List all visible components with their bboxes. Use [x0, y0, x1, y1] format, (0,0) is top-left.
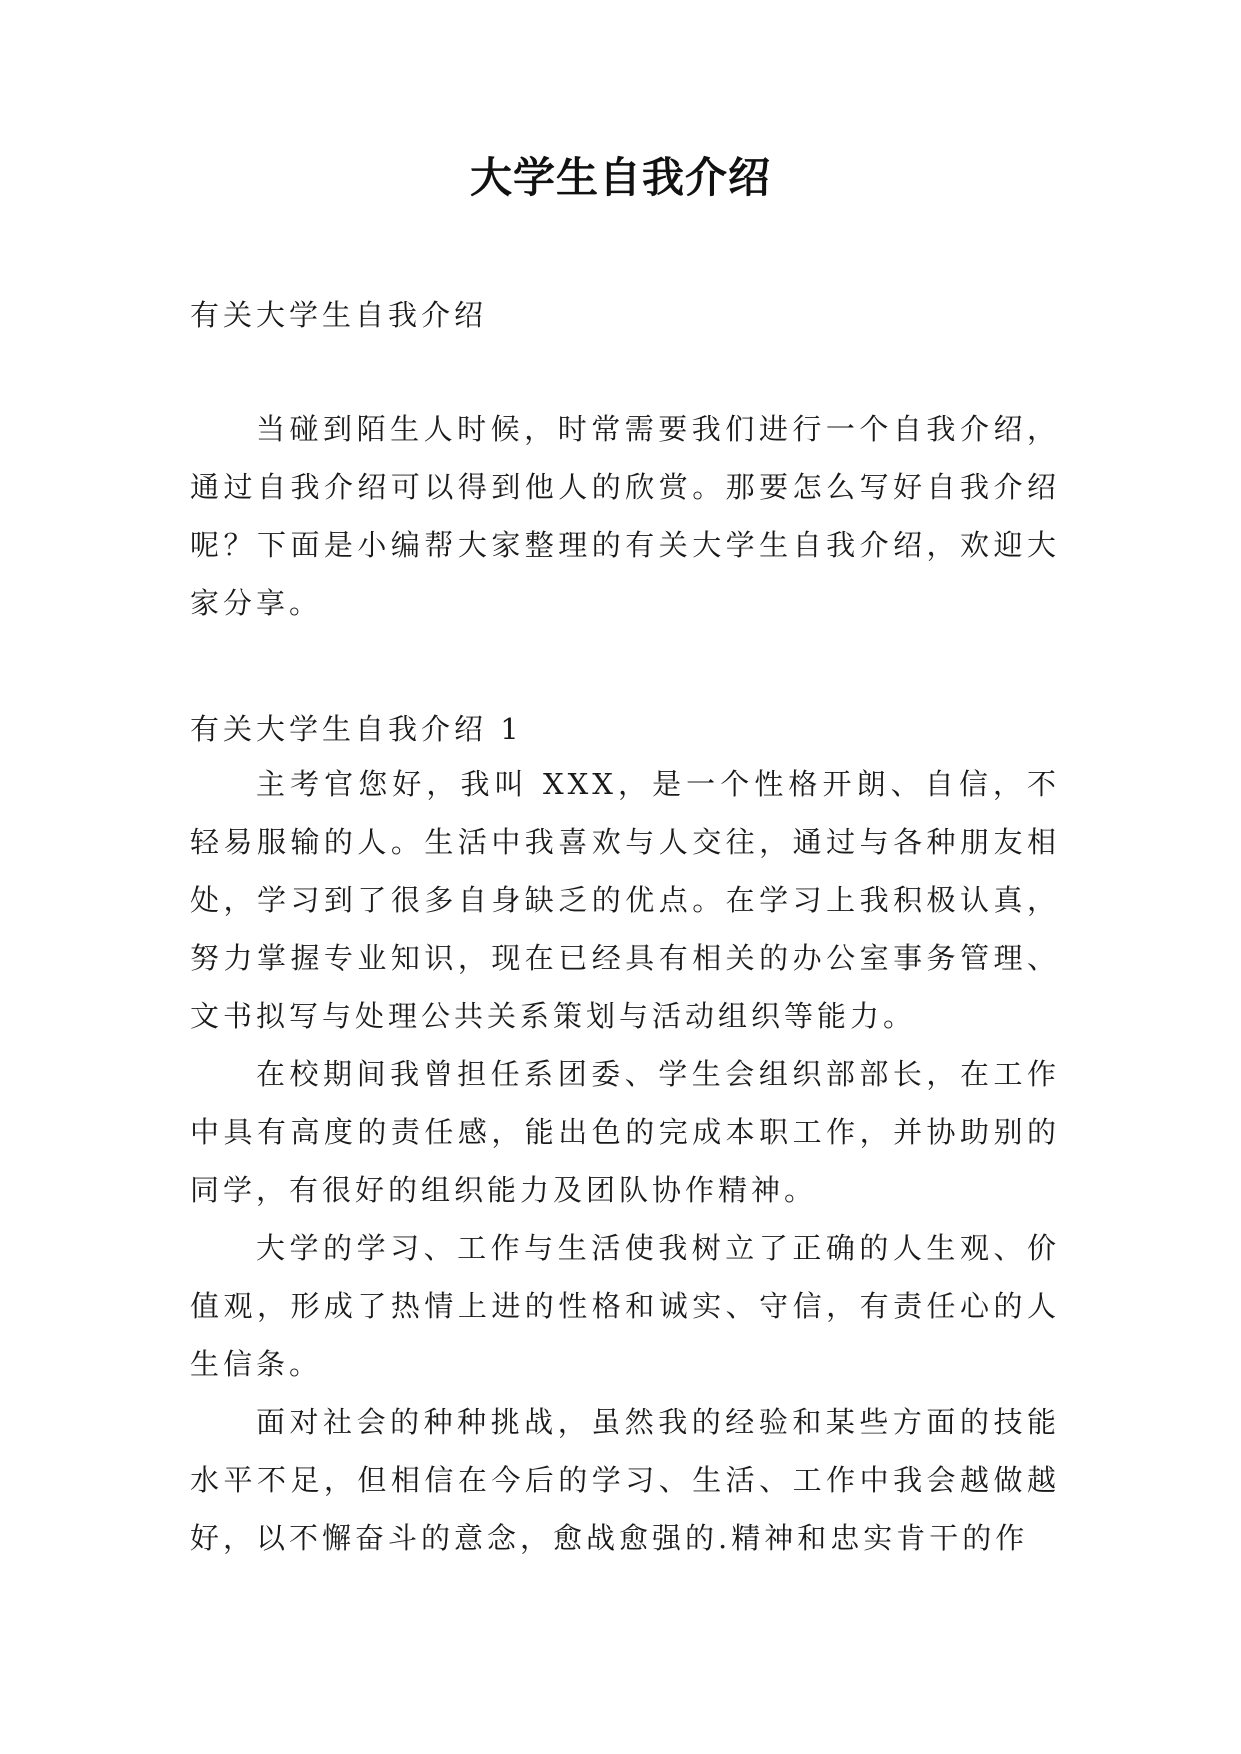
section-1-body	[190, 755, 1060, 1567]
document-title: 大学生自我介绍	[469, 153, 771, 202]
intro-block	[190, 400, 1060, 632]
intro-paragraph: 当碰到陌生人时候，时常需要我们进行一个自我介绍，通过自我介绍可以得到他人的欣赏。那要怎么写好自我介绍呢？下面是小编帮大家整理的有关大学生自我介绍，欢迎大家分享。	[190, 412, 1060, 620]
section-paragraph: 在校期间我曾担任系团委、学生会组织部部长，在工作中具有高度的责任感，能出色的完成本职工作，并协助别的同学，有很好的组织能力及团队协作精神。	[190, 1057, 1060, 1207]
section-paragraph: 大学的学习、工作与生活使我树立了正确的人生观、价值观，形成了热情上进的性格和诚实、守信，有责任心的人生信条。	[190, 1231, 1060, 1381]
section-paragraph: 面对社会的种种挑战，虽然我的经验和某些方面的技能水平不足，但相信在今后的学习、生活、工作中我会越做越好，以不懈奋斗的意念，愈战愈强的.精神和忠实肯干的作	[190, 1405, 1060, 1555]
section-paragraph: 主考官您好，我叫 XXX，是一个性格开朗、自信，不轻易服输的人。生活中我喜欢与人交往，通过与各种朋友相处，学习到了很多自身缺乏的优点。在学习上我积极认真，努力掌握专业知识，现在已经具有相关的办公室事务管理、文书拟写与处理公共关系策划与活动组织等能力。	[190, 767, 1060, 1033]
section-heading: 有关大学生自我介绍 1	[190, 712, 523, 746]
document-subtitle: 有关大学生自我介绍	[190, 298, 488, 332]
